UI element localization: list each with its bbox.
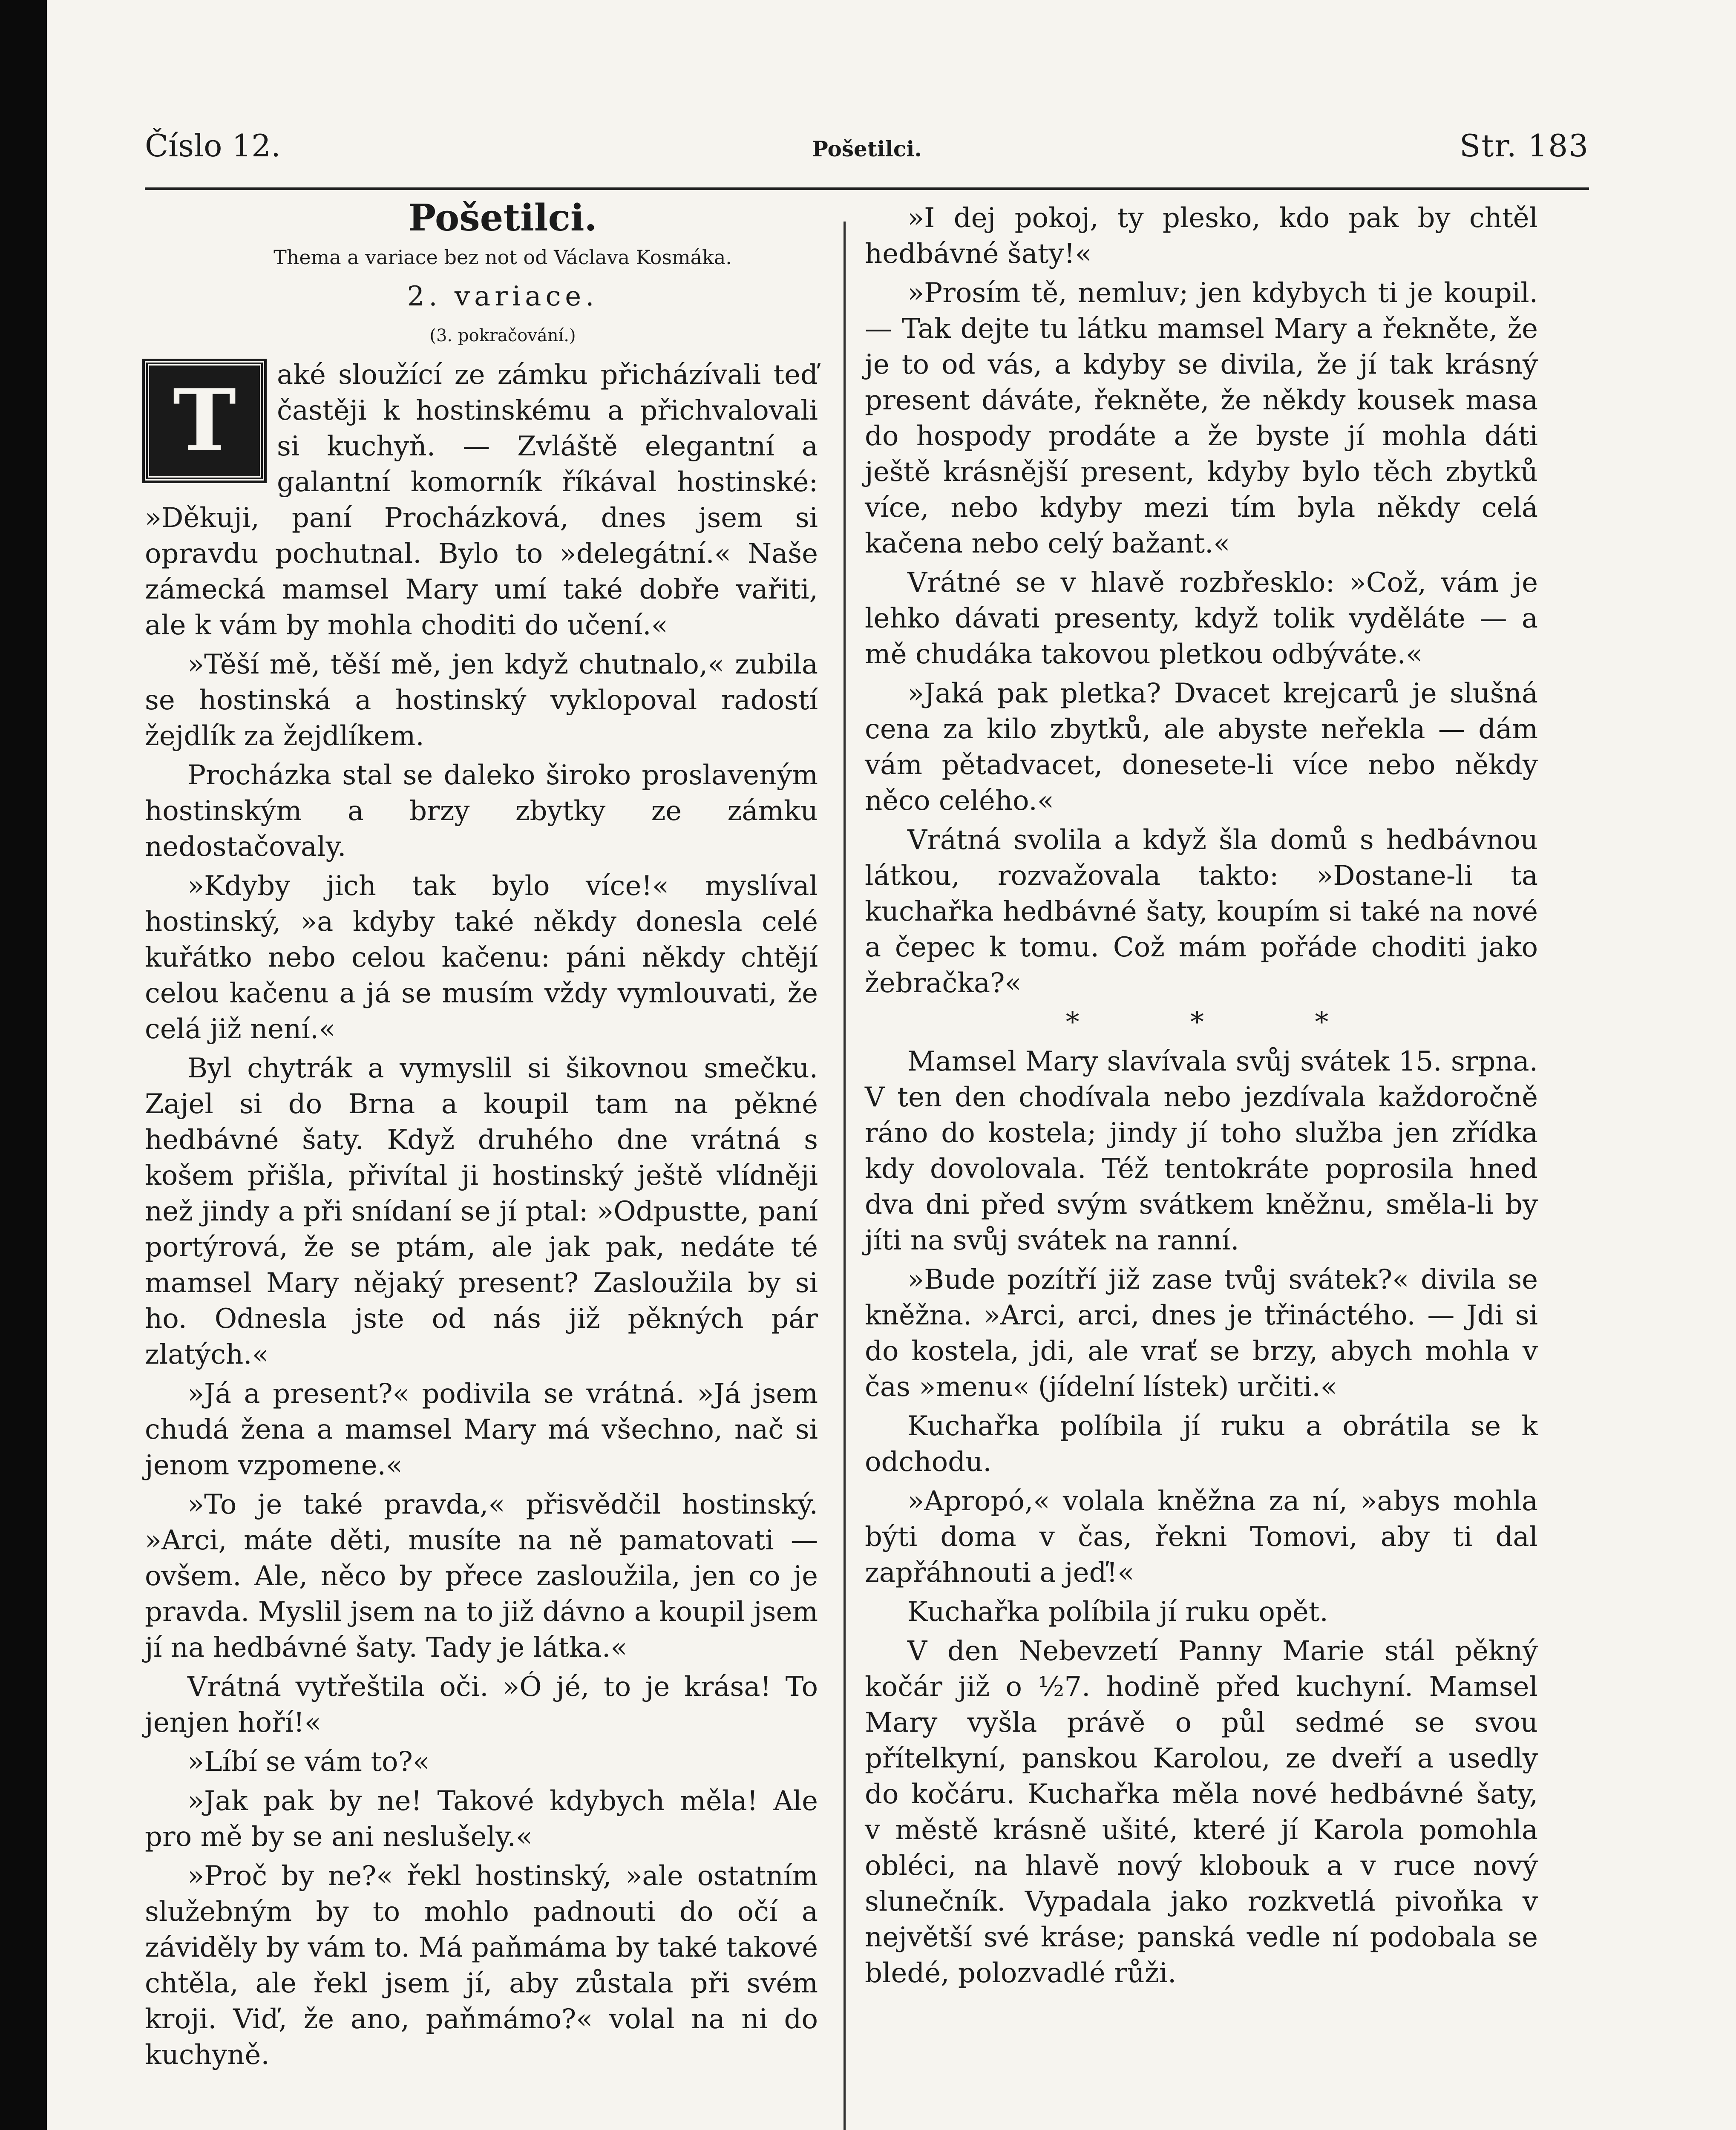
- paragraph: »To je také pravda,« přisvědčil hostinský. »Arci, máte děti, musíte na ně pamatovati — ovšem. Ale, něco by přece zasloužila, jen co je pravda. Myslil jsem na to již dávno a koupil jsem jí na hedbávné šaty. Tady je látka.«: [145, 1489, 818, 1664]
- paragraph: »Apropó,« volala kněžna za ní, »abys mohla býti doma v čas, řekni Tomovi, aby ti dal zapřáhnouti a jeď!«: [865, 1485, 1538, 1589]
- paragraph-text: aké sloužící ze zámku přicházívali teď častěji k hostinskému a přichvalovali si kuchyň. — Zvláště elegantní a galantní komorník říkával hostinské: »Děkuji, paní Procházková, dnes jsem si opravdu pochutnal. Bylo to »delegátní.« Naše zámecká mamsel Mary umí také dobře vařiti, ale k vám by mohla choditi do učení.«: [145, 359, 818, 641]
- right-column: [865, 200, 1538, 1995]
- paragraph: Vrátná vytřeštila oči. »Ó jé, to je krása! To jenjen hoří!«: [145, 1671, 818, 1739]
- paragraph: »Prosím tě, nemluv; jen kdybych ti je koupil. — Tak dejte tu látku mamsel Mary a řekněte, že je to od vás, a kdyby se divila, že jí tak krásný present dáváte, řekněte, že někdy kousek masa do hospody prodáte a že byste jí mohla dáti ještě krásnější present, kdyby bylo těch zbytků více, nebo kdyby mezi tím byla někdy celá kačena nebo celý bažant.«: [865, 277, 1538, 559]
- dropcap-letter: T: [145, 361, 264, 481]
- section-heading: 2. variace.: [407, 281, 599, 312]
- paragraph: »Jak pak by ne! Takové kdybych měla! Ale pro mě by se ani neslušely.«: [145, 1785, 818, 1853]
- paragraph: [145, 357, 818, 643]
- paragraph: »Kdyby jich tak bylo více!« myslíval hostinský, »a kdyby také někdy donesla celé kuřátko nebo celou kačenu: páni někdy chtějí celou kačenu a já se musím vždy vymlouvati, že celá již není.«: [145, 870, 818, 1045]
- paragraph: »Jaká pak pletka? Dvacet krejcarů je slušná cena za kilo zbytků, ale abyste neřekla — dám vám pětadvacet, donesete-li více nebo někdy něco celého.«: [865, 678, 1538, 817]
- section-separator: * * *: [1065, 1007, 1380, 1038]
- paragraph: »I dej pokoj, ty plesko, kdo pak by chtěl hedbávné šaty!«: [865, 202, 1538, 270]
- page: [47, 0, 1736, 2130]
- page-number: Str. 183: [1460, 128, 1589, 164]
- paragraph: »Líbí se vám to?«: [187, 1746, 430, 1778]
- column-divider: [844, 222, 846, 2130]
- article-title: Pošetilci.: [408, 196, 597, 239]
- page-header: [145, 128, 1589, 179]
- paragraph: Kuchařka políbila jí ruku opět.: [907, 1596, 1328, 1628]
- header-rule: [145, 187, 1589, 190]
- paragraph: Procházka stal se daleko široko proslaveným hostinským a brzy zbytky ze zámku nedostačovaly.: [145, 760, 818, 863]
- paragraph: »Proč by ne?« řekl hostinský, »ale ostatním služebným by to mohlo padnouti do očí a záviděly by vám to. Má paňmáma by také takové chtěla, ale řekl jsem jí, aby zůstala při svém kroji. Viď, že ano, paňmámo?« volal na ni do kuchyně.: [145, 1860, 818, 2071]
- paragraph: »Těší mě, těší mě, jen když chutnalo,« zubila se hostinská a hostinský vyklopoval radostí žejdlík za žejdlíkem.: [145, 649, 818, 752]
- paragraph: »Já a present?« podivila se vrátná. »Já jsem chudá žena a mamsel Mary má všechno, nač si jenom vzpomene.«: [145, 1378, 818, 1481]
- paragraph: V den Nebevzetí Panny Marie stál pěkný kočár již o ½7. hodině před kuchyní. Mamsel Mary vyšla právě o půl sedmé se svou přítelkyní, panskou Karolou, ze dveří a usedly do kočáru. Kuchařka měla nové hedbávné šaty, v městě krásně ušité, které jí Karola pomohla obléci, na hlavě nový klobouk a v ruce nový slunečník. Vypadala jako rozkvetlá pivoňka v největší své kráse; panská vedle ní podobala se bledé, polozvadlé růži.: [865, 1635, 1538, 1989]
- paragraph: Byl chytrák a vymyslil si šikovnou smečku. Zajel si do Brna a koupil tam na pěkné hedbávné šaty. Když druhého dne vrátná s košem přišla, přivítal ji hostinský ještě vlídněji než jindy a při snídaní se jí ptal: »Odpustte, paní portýrová, že se ptám, ale jak pak, nedáte té mamsel Mary nějaký present? Zasloužila by si ho. Odnesla jste od nás již pěkných pár zlatých.«: [145, 1053, 818, 1370]
- issue-number: Číslo 12.: [145, 128, 281, 164]
- scan-edge-left: [0, 0, 47, 2130]
- running-title: Pošetilci.: [812, 136, 922, 161]
- article-subtitle: Thema a variace bez not od Václava Kosmáka.: [273, 246, 732, 269]
- paragraph: Mamsel Mary slavívala svůj svátek 15. srpna. V ten den chodívala nebo jezdívala každoročně ráno do kostela; jindy jí toho služba jen zřídka kdy dovolovala. Též tentokráte poprosila hned dva dni před svým svátkem kněžnu, směla-li by jíti na svůj svátek na ranní.: [865, 1046, 1538, 1256]
- paragraph: »Bude pozítří již zase tvůj svátek?« divila se kněžna. »Arci, arci, dnes je třináctého. — Jdi si do kostela, jdi, ale vrať se brzy, abych mohla v čas »menu« (jídelní lístek) určiti.«: [865, 1264, 1538, 1403]
- paragraph: Vrátné se v hlavě rozbřesklo: »Což, vám je lehko dávati presenty, když tolik vyděláte — a mě chudáka takovou pletkou odbýváte.«: [865, 567, 1538, 670]
- paragraph: Vrátná svolila a když šla domů s hedbávnou látkou, rozvažovala takto: »Dostane-li ta kuchařka hedbávné šaty, koupím si také na nové a čepec k tomu. Což mám pořáde choditi jako žebračka?«: [865, 824, 1538, 999]
- continuation-note: (3. pokračování.): [429, 326, 576, 345]
- left-column: [145, 196, 818, 2076]
- paragraph: Kuchařka políbila jí ruku a obrátila se k odchodu.: [865, 1410, 1538, 1478]
